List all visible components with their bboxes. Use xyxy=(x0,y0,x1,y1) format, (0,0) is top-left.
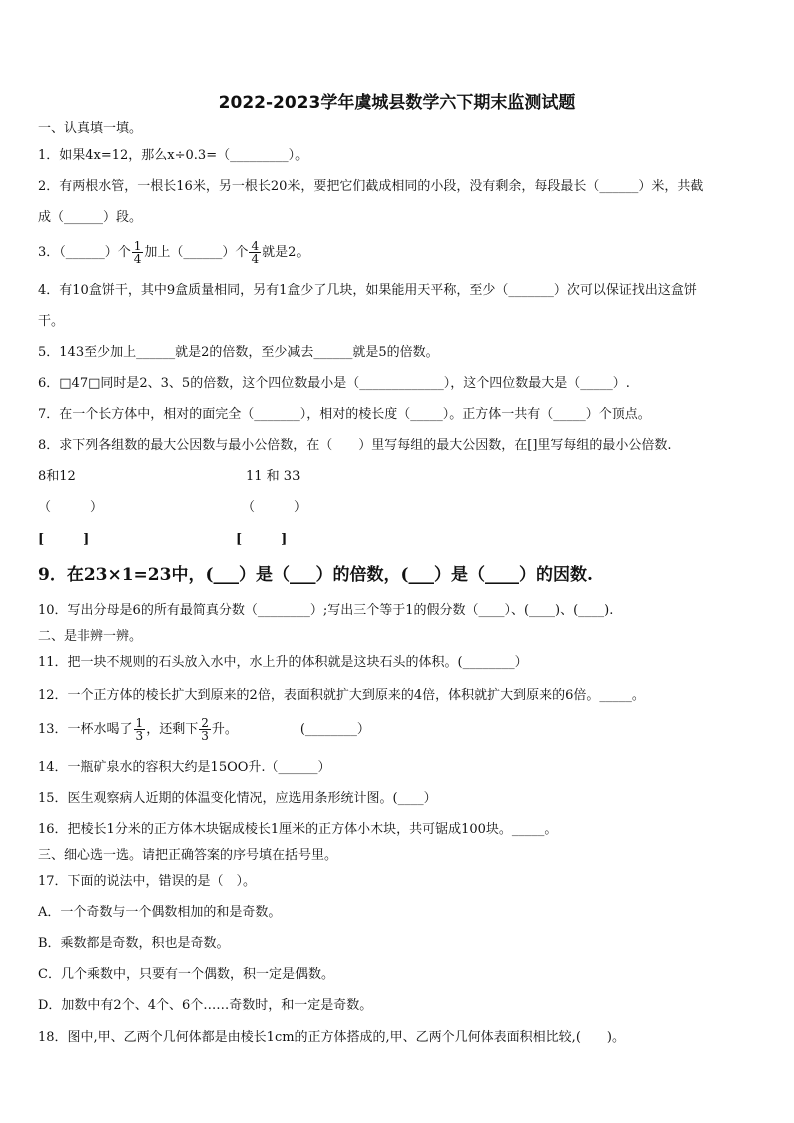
q13-text-1: 13．一杯水喝了 xyxy=(38,722,133,737)
section-1-heading: 一、认真填一填。 xyxy=(38,121,143,136)
numerator: 4 xyxy=(251,239,260,253)
numerator: 1 xyxy=(135,716,144,730)
question-3 xyxy=(38,236,309,270)
question-10: 10．写出分母是6的所有最简真分数（________）;写出三个等于1的假分数（____）、(____)、(____). xyxy=(38,603,614,618)
q8-right-label: 11 和 33 xyxy=(246,469,301,484)
q13-text-2: ，还剩下 xyxy=(146,722,199,737)
question-8: 8．求下列各组数的最大公因数与最小公倍数，在（ ）里写每组的最大公因数，在[]里写每组的最小公倍数. xyxy=(38,438,672,453)
fraction-1-3 xyxy=(134,717,146,742)
denominator: 4 xyxy=(251,252,260,266)
section-2-heading: 二、是非辨一辨。 xyxy=(38,629,143,644)
page-title: 2022-2023学年虞城县数学六下期末监测试题 xyxy=(218,93,576,113)
q3-text-1: 3．（______）个 xyxy=(38,245,131,260)
fraction-4-4 xyxy=(249,240,261,265)
fraction-1-4 xyxy=(132,240,144,265)
question-15: 15．医生观察病人近期的体温变化情况，应选用条形统计图。(____） xyxy=(38,791,437,806)
question-6: 6．□47□同时是2、3、5的倍数，这个四位数最小是（_____________），这个四位数最大是（_____）. xyxy=(38,376,630,391)
q3-text-3: 就是2。 xyxy=(262,245,310,260)
question-16: 16．把棱长1分米的正方体木块锯成棱长1厘米的正方体小木块，共可锯成100块。_____。 xyxy=(38,822,558,837)
question-2-line-1: 2．有两根水管，一根长16米，另一根长20米，要把它们截成相同的小段，没有剩余，每段最长（______）米，共截 xyxy=(38,179,704,194)
q8-right-bracket: [ ] xyxy=(236,532,288,547)
question-12: 12．一个正方体的棱长扩大到原来的2倍，表面积就扩大到原来的4倍，体积就扩大到原来的6倍。_____。 xyxy=(38,688,645,703)
question-5: 5．143至少加上______就是2的倍数，至少减去______就是5的倍数。 xyxy=(38,345,439,360)
numerator: 1 xyxy=(133,239,142,253)
fraction-2-3 xyxy=(199,717,211,742)
question-13 xyxy=(38,713,370,747)
denominator: 4 xyxy=(133,252,142,266)
q13-text-3: 升。 xyxy=(211,722,238,737)
q13-answer-blank: (________） xyxy=(299,722,370,737)
numerator: 2 xyxy=(201,716,209,730)
q17-option-b: B．乘数都是奇数，积也是奇数。 xyxy=(38,936,230,951)
question-14: 14．一瓶矿泉水的容积大约是15OO升.（______） xyxy=(38,760,331,775)
question-11: 11．把一块不规则的石头放入水中，水上升的体积就是这块石头的体积。(________） xyxy=(38,655,528,670)
question-7: 7．在一个长方体中，相对的面完全（_______），相对的棱长度（_____）。正方体一共有（_____）个顶点。 xyxy=(38,407,651,422)
q8-left-paren: （ ） xyxy=(38,500,104,515)
question-9: 9．在23×1=23中，(___）是（___）的倍数，(___）是（____）的因数. xyxy=(38,565,593,585)
q8-right-paren: （ ） xyxy=(242,500,308,515)
q17-option-c: C．几个乘数中，只要有一个偶数，积一定是偶数。 xyxy=(38,967,334,982)
q17-option-a: A．一个奇数与一个偶数相加的和是奇数。 xyxy=(38,905,282,920)
q17-option-d: D．加数中有2个、4个、6个……奇数时，和一定是奇数。 xyxy=(38,998,373,1013)
question-4-line-1: 4．有10盒饼干，其中9盒质量相同，另有1盒少了几块，如果能用天平称，至少（_______）次可以保证找出这盒饼 xyxy=(38,283,697,298)
denominator: 3 xyxy=(201,729,209,743)
q8-left-bracket: [ ] xyxy=(38,532,90,547)
question-2-line-2: 成（______）段。 xyxy=(38,210,143,225)
q8-left-label: 8和12 xyxy=(38,469,76,484)
section-3-heading: 三、细心选一选。请把正确答案的序号填在括号里。 xyxy=(38,848,338,863)
q3-text-2: 加上（______）个 xyxy=(144,245,249,260)
question-18: 18．图中,甲、乙两个几何体都是由棱长1cm的正方体搭成的,甲、乙两个几何体表面积相比较,( )。 xyxy=(38,1030,625,1045)
question-1: 1．如果4x=12，那么x÷0.3=（_________）。 xyxy=(38,148,309,163)
denominator: 3 xyxy=(135,729,144,743)
question-4-line-2: 干。 xyxy=(38,314,65,329)
question-17: 17．下面的说法中，错误的是（ ）。 xyxy=(38,874,257,889)
